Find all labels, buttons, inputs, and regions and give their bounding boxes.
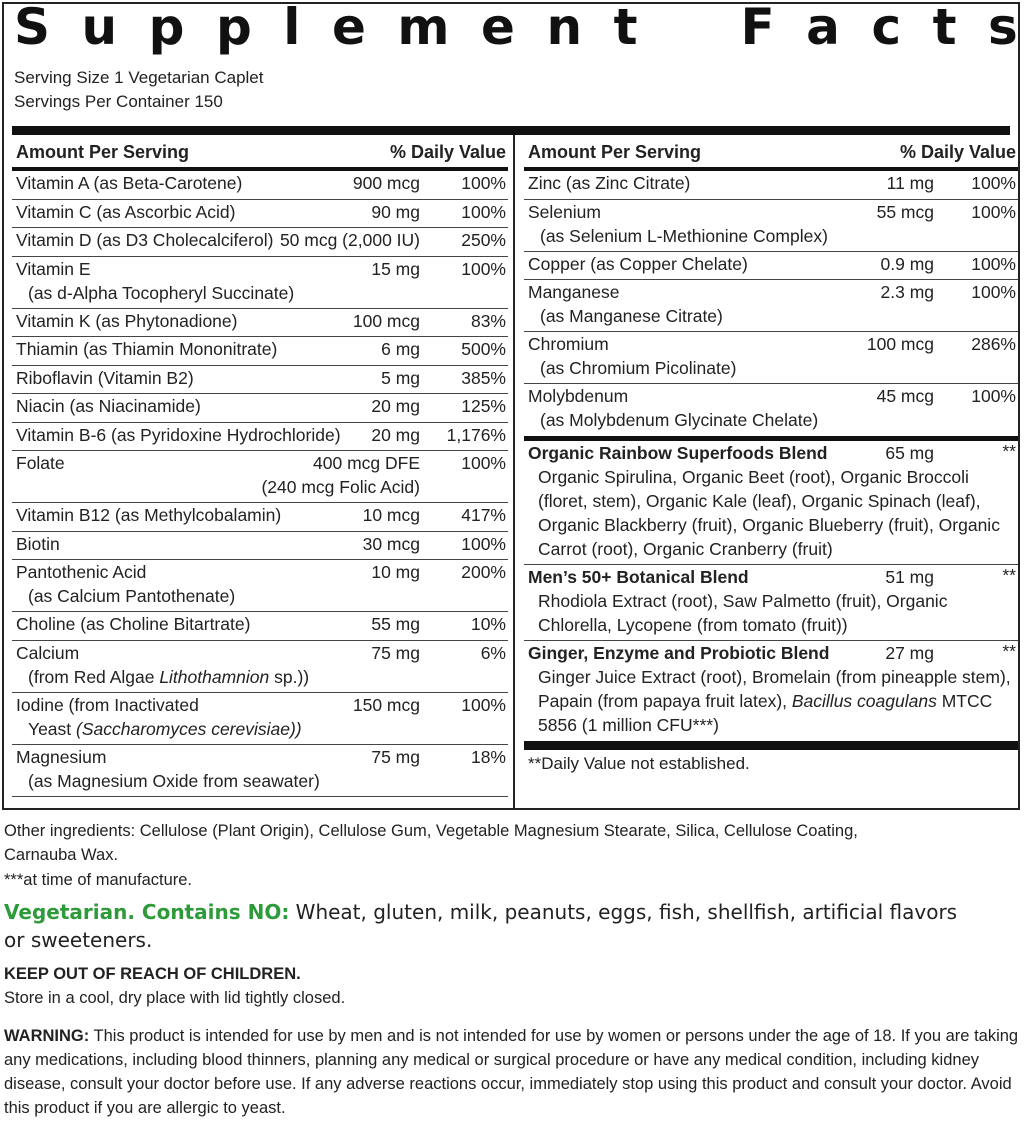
nutrient-daily-value: 100%: [971, 253, 1016, 274]
title-letter: t: [932, 0, 957, 56]
nutrient-daily-value: 100%: [461, 694, 506, 715]
nutrient-amount: 15 mg: [371, 258, 420, 279]
nutrient-row: [12, 228, 508, 257]
nutrient-row: [524, 384, 1018, 436]
nutrient-amount: 55 mg: [371, 614, 420, 634]
nutrient-row: [12, 394, 508, 423]
nutrient-daily-value: 250%: [461, 230, 506, 250]
nutrient-daily-value: 500%: [461, 339, 506, 359]
title-letter: u: [81, 0, 118, 56]
supplement-facts-panel: [2, 2, 1020, 810]
nutrient-daily-value: 100%: [971, 201, 1016, 222]
blend-ingredients: Carrot (root), Organic Cranberry (fruit): [538, 539, 833, 559]
amount-per-serving-heading: Amount Per Serving: [16, 141, 190, 162]
nutrient-row: [12, 560, 508, 612]
nutrient-daily-value: 100%: [461, 533, 506, 554]
title-letter: p: [215, 0, 252, 56]
nutrient-name: Vitamin K (as Phytonadione): [16, 310, 238, 331]
nutrient-name: Molybdenum: [528, 386, 629, 406]
nutrient-amount: 0.9 mg: [880, 253, 934, 274]
nutrient-amount: 400 mcg DFE: [313, 453, 420, 473]
title-gap: [669, 0, 709, 56]
nutrient-name: Vitamin A (as Beta-Carotene): [16, 173, 243, 193]
nutrient-name: Vitamin B12 (as Methylcobalamin): [16, 505, 282, 525]
nutrient-amount: 2.3 mg: [880, 282, 934, 302]
nutrient-amount: 100 mcg: [866, 334, 934, 354]
nutrient-daily-value: 1,176%: [446, 424, 506, 445]
nutrient-row: [524, 252, 1018, 281]
nutrient-amount: 20 mg: [371, 396, 420, 416]
blend-ingredient-italic: Bacillus coagulans: [791, 691, 937, 711]
nutrient-name: Vitamin C (as Ascorbic Acid): [16, 201, 236, 222]
blend-ingredients: Organic Spirulina, Organic Beet (root), Organic Broccoli: [538, 467, 969, 487]
daily-value-heading: % Daily Value: [389, 141, 506, 162]
blend-daily-value: **: [1002, 641, 1016, 661]
blend-list: [524, 441, 1018, 741]
right-column: [524, 135, 1018, 774]
right-nutrient-list: [524, 171, 1018, 436]
blend-name: Organic Rainbow Superfoods Blend: [528, 443, 828, 463]
keep-out-warning: KEEP OUT OF REACH OF CHILDREN.: [4, 965, 301, 983]
nutrient-row: [12, 337, 508, 366]
daily-value-heading: % Daily Value: [899, 141, 1016, 162]
nutrient-name: Folate: [16, 453, 65, 473]
nutrient-row: [12, 503, 508, 532]
title-letter: a: [806, 0, 840, 56]
nutrient-name: Vitamin B-6 (as Pyridoxine Hydrochloride): [16, 424, 341, 445]
nutrient-amount: 50 mcg (2,000 IU): [279, 230, 420, 250]
nutrient-name: Vitamin E: [16, 258, 91, 279]
nutrient-amount: 10 mcg: [362, 505, 420, 525]
title-letter: l: [283, 0, 301, 56]
nutrient-name: Selenium: [528, 201, 601, 222]
nutrient-name: Zinc (as Zinc Citrate): [528, 173, 691, 193]
nutrient-name: Calcium: [16, 642, 80, 663]
nutrient-name: Biotin: [16, 533, 60, 554]
nutrient-name: Thiamin (as Thiamin Mononitrate): [16, 339, 278, 359]
nutrient-daily-value: 18%: [470, 746, 506, 767]
other-ingredients-cont: Carnauba Wax.: [4, 846, 119, 864]
blend-row: [524, 641, 1018, 741]
title-letter: n: [546, 0, 583, 56]
storage-instructions: Store in a cool, dry place with lid tightly closed.: [4, 989, 346, 1007]
nutrient-source: (as Chromium Picolinate): [540, 358, 737, 378]
nutrient-amount: 900 mcg: [352, 173, 420, 193]
title-letter: t: [613, 0, 638, 56]
manufacture-note: ***at time of manufacture.: [4, 871, 193, 889]
nutrient-amount: 5 mg: [381, 367, 420, 388]
serving-size: Serving Size 1 Vegetarian Caplet: [14, 68, 264, 87]
nutrient-row: [12, 451, 508, 503]
panel-title: [14, 0, 1018, 56]
nutrient-amount: 150 mcg: [352, 694, 420, 715]
nutrient-name: Pantothenic Acid: [16, 562, 147, 582]
blend-amount: 51 mg: [885, 567, 934, 587]
nutrient-row: [12, 200, 508, 229]
nutrient-row: [12, 641, 508, 693]
nutrient-source-italic: (Saccharomyces cerevisiae)): [76, 718, 302, 739]
nutrient-amount: 11 mg: [886, 173, 934, 193]
nutrient-row: [12, 532, 508, 561]
column-divider: [513, 135, 515, 810]
nutrient-row: [12, 693, 508, 745]
daily-value-note: **Daily Value not established.: [528, 754, 750, 773]
left-column: [12, 135, 508, 797]
nutrient-daily-value: 100%: [971, 173, 1016, 193]
nutrient-row: [12, 612, 508, 641]
nutrient-source: (as Magnesium Oxide from seawater): [28, 770, 320, 791]
nutrient-daily-value: 100%: [461, 453, 506, 473]
warning-label: WARNING:: [4, 1027, 90, 1045]
nutrient-row: [12, 745, 508, 797]
thick-divider: [524, 741, 1018, 750]
nutrient-row: [12, 171, 508, 200]
nutrient-daily-value: 10%: [470, 614, 506, 634]
nutrient-source: (as d-Alpha Tocopheryl Succinate): [28, 282, 295, 303]
blend-daily-value: **: [1002, 565, 1016, 585]
nutrient-row: [524, 171, 1018, 200]
nutrient-row: [12, 366, 508, 395]
thick-divider: [12, 126, 1010, 135]
nutrient-daily-value: 83%: [470, 310, 506, 331]
blend-row: [524, 441, 1018, 565]
nutrient-row: [524, 332, 1018, 384]
amount-per-serving-heading: Amount Per Serving: [528, 141, 702, 162]
nutrient-source-italic: Lithothamnion: [159, 666, 270, 687]
blend-ingredients: (floret, stem), Organic Kale (leaf), Organic Spinach (leaf),: [538, 491, 981, 511]
nutrient-daily-value: 200%: [461, 562, 506, 582]
nutrient-amount-detail: (240 mcg Folic Acid): [261, 477, 420, 497]
nutrient-daily-value: 385%: [461, 367, 506, 388]
nutrient-row: [12, 309, 508, 338]
nutrient-daily-value: 286%: [971, 334, 1016, 354]
nutrient-amount: 75 mg: [371, 642, 420, 663]
servings-per-container: Servings Per Container 150: [14, 92, 223, 111]
nutrient-source: (as Manganese Citrate): [540, 306, 723, 326]
nutrient-source: (as Calcium Pantothenate): [28, 586, 236, 606]
title-letter: s: [988, 0, 1018, 56]
blend-ingredients: Ginger Juice Extract (root), Bromelain (from pineapple stem),: [538, 667, 1011, 687]
nutrient-amount: 20 mg: [371, 424, 420, 445]
nutrient-name: Riboflavin (Vitamin B2): [16, 367, 194, 388]
nutrient-daily-value: 100%: [971, 386, 1016, 406]
title-letter: F: [740, 0, 775, 56]
vegetarian-statement: [4, 900, 957, 924]
warning-text: This product is intended for use by men and is not intended for use by women or persons under the age of 18. If you are taking any medications, including blood thinners, planning any medical or surgical procedure or have any medical condition, including kidney disease, consult your doctor before use. If any adverse reactions occur, immediately stop using this product and consult your doctor. Avoid this product if you are allergic to yeast.: [4, 1027, 1019, 1117]
blend-amount: 65 mg: [885, 443, 934, 463]
left-nutrient-list: [12, 171, 508, 797]
nutrient-source: (from Red Algae Lithothamnion sp.)): [28, 666, 310, 687]
blend-ingredients: Papain (from papaya fruit latex), Bacillus coagulans MTCC: [538, 691, 993, 711]
nutrient-amount: 100 mcg: [352, 310, 420, 331]
title-letter: m: [397, 0, 450, 56]
title-letter: S: [14, 0, 51, 56]
nutrient-daily-value: 100%: [461, 173, 506, 193]
blend-name: Men’s 50+ Botanical Blend: [528, 567, 749, 587]
nutrient-daily-value: 100%: [971, 282, 1016, 302]
title-letter: p: [148, 0, 185, 56]
nutrient-source: (as Selenium L-Methionine Complex): [540, 225, 828, 246]
allergen-list: Wheat, gluten, milk, peanuts, eggs, fish, shellfish, artificial flavors: [289, 900, 958, 924]
blend-amount: 27 mg: [885, 643, 934, 663]
blend-daily-value: **: [1002, 441, 1016, 461]
right-header: [524, 135, 1018, 171]
nutrient-name: Niacin (as Niacinamide): [16, 396, 201, 416]
nutrient-amount: 30 mcg: [362, 533, 420, 554]
blend-ingredients: Rhodiola Extract (root), Saw Palmetto (fruit), Organic: [538, 591, 948, 611]
nutrient-row: [12, 423, 508, 452]
nutrient-name: Chromium: [528, 334, 609, 354]
nutrient-row: [12, 257, 508, 309]
nutrient-daily-value: 125%: [461, 396, 506, 416]
nutrient-name: Iodine (from Inactivated: [16, 694, 199, 715]
nutrient-amount: 6 mg: [381, 339, 420, 359]
allergen-list-cont: or sweeteners.: [4, 928, 153, 952]
nutrient-row: [524, 200, 1018, 252]
nutrient-amount: 90 mg: [371, 201, 420, 222]
blend-ingredients: Chlorella, Lycopene (from tomato (fruit)): [538, 615, 848, 635]
blend-name: Ginger, Enzyme and Probiotic Blend: [528, 643, 830, 663]
nutrient-name: Manganese: [528, 282, 620, 302]
nutrient-source: (as Molybdenum Glycinate Chelate): [540, 410, 819, 430]
left-header: [12, 135, 508, 171]
nutrient-amount: 45 mcg: [876, 386, 934, 406]
blend-row: [524, 565, 1018, 641]
title-letter: e: [331, 0, 366, 56]
nutrient-name: Choline (as Choline Bitartrate): [16, 614, 251, 634]
vegetarian-label: Vegetarian. Contains NO:: [4, 900, 290, 924]
nutrient-name: Vitamin D (as D3 Cholecalciferol): [16, 230, 274, 250]
nutrient-amount: 10 mg: [371, 562, 420, 582]
title-letter: e: [481, 0, 515, 56]
nutrient-name: Magnesium: [16, 746, 107, 767]
nutrient-amount: 75 mg: [371, 746, 420, 767]
nutrient-name: Copper (as Copper Chelate): [528, 253, 748, 274]
blend-ingredients: Organic Blackberry (fruit), Organic Blueberry (fruit), Organic: [538, 515, 1000, 535]
nutrient-daily-value: 100%: [461, 201, 506, 222]
title-letter: c: [871, 0, 902, 56]
nutrient-row: [524, 280, 1018, 332]
warning-paragraph: [4, 1024, 1020, 1120]
nutrient-daily-value: 417%: [461, 505, 506, 525]
other-ingredients: Other ingredients: Cellulose (Plant Origin), Cellulose Gum, Vegetable Magnesium Stearate, Silica, Cellulose Coating,: [4, 822, 858, 840]
nutrient-source: Yeast (Saccharomyces cerevisiae)): [28, 718, 302, 739]
nutrient-daily-value: 6%: [480, 642, 506, 663]
nutrient-daily-value: 100%: [461, 258, 506, 279]
blend-ingredients: 5856 (1 million CFU***): [538, 715, 719, 735]
nutrient-amount: 55 mcg: [876, 201, 934, 222]
